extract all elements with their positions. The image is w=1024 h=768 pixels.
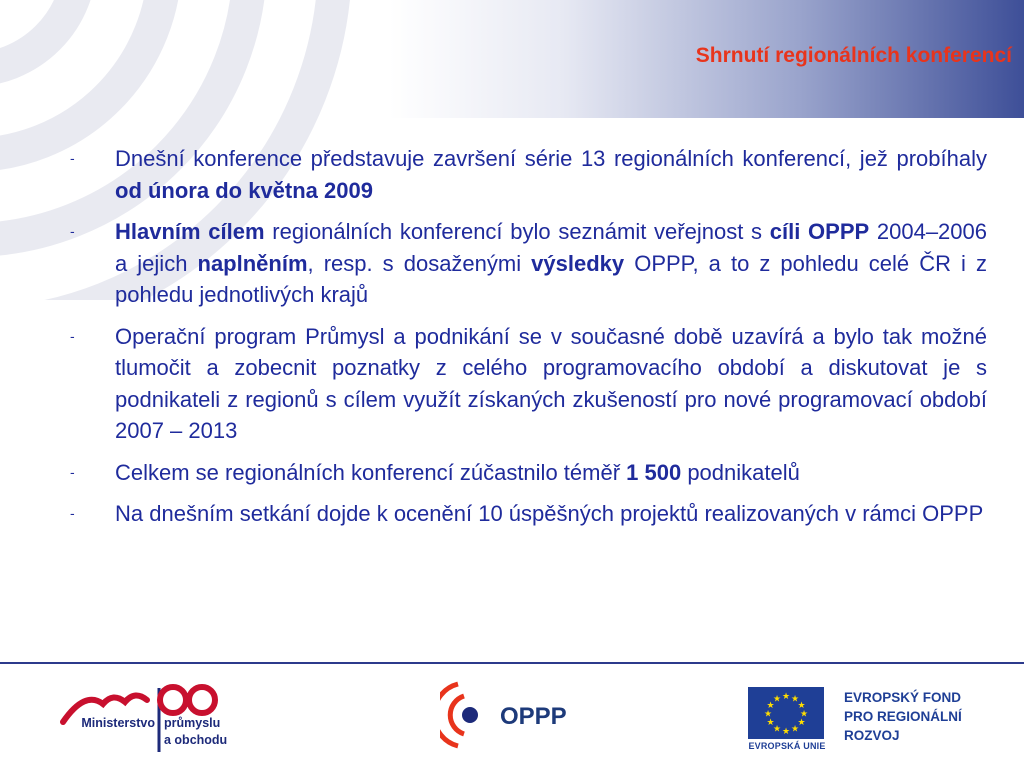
bullet-item (70, 143, 987, 206)
svg-text:★: ★ (766, 718, 775, 728)
text-segment-bold: od února do května 2009 (115, 177, 373, 203)
bullet-item (70, 457, 987, 489)
bullet-text (115, 460, 800, 485)
bullet-dash: - (70, 505, 75, 521)
text-segment: 2004–2006 a jejich (115, 219, 987, 276)
erdf-line2: PRO REGIONÁLNÍ (844, 709, 962, 724)
mpo-logo-o (189, 687, 215, 713)
ring-1 (0, 0, 80, 70)
text-segment-bold: 1 500 (626, 459, 682, 485)
mpo-logo (55, 682, 255, 762)
text-segment-bold: cíli OPPP (769, 219, 870, 244)
bullet-item (70, 321, 987, 447)
svg-text:★: ★ (781, 692, 791, 702)
svg-text:★: ★ (797, 701, 806, 711)
erdf-text (844, 688, 962, 745)
text-segment: podnikatelů (681, 459, 800, 485)
svg-text:★: ★ (797, 718, 806, 728)
svg-text:★: ★ (772, 694, 782, 705)
svg-text:★: ★ (799, 709, 809, 720)
text-segment: Na dnešním setkání dojde k ocenění 10 úspěšných projektů realizovaných v rámci OPPP (115, 501, 984, 526)
bullet-text (115, 219, 987, 307)
text-segment: OPPP, a to z pohledu celé ČR i z pohledu jednotlivých krajů (115, 250, 987, 307)
bullet-dash: - (70, 150, 75, 166)
bullet-item (70, 498, 987, 530)
erdf-line3: ROZVOJ (844, 728, 900, 743)
bullet-text (115, 146, 987, 203)
text-segment: Operační program Průmysl a podnikání se v současné době uzavírá a bylo tak možné tlumočit a zobecnit poznatky z celého programovacího období a diskutovat je s podnikateli z regionů s cílem využít získaných zkušeností pro nové programovací období 2007 – 2013 (115, 323, 987, 443)
oppp-logo-dot (462, 707, 478, 723)
svg-text:★: ★ (790, 724, 800, 735)
bullet-item (70, 216, 987, 311)
bullet-dash: - (70, 327, 75, 344)
text-segment: Dnešní konference představuje završení série 13 regionálních konferencí, jež probíhaly (115, 146, 987, 171)
bullet-dash: - (70, 463, 75, 480)
svg-text:★: ★ (772, 724, 782, 735)
svg-text:★: ★ (781, 727, 791, 737)
text-segment-bold: Hlavním cílem (115, 219, 265, 244)
ring-2 (0, 0, 165, 155)
mpo-logo-line1: Ministerstvo (81, 716, 155, 730)
text-segment-bold: výsledky (531, 250, 625, 276)
bullet-list (70, 143, 987, 540)
bullet-text (115, 324, 987, 444)
eu-stars-icon (748, 687, 824, 739)
mpo-logo-line3: a obchodu (164, 733, 228, 747)
text-segment: Celkem se regionálních konferencí zúčastnilo téměř (115, 459, 627, 485)
mpo-logo-line2: průmyslu (164, 716, 221, 730)
text-segment: regionálních konferencí bylo seznámit veřejnost s (264, 219, 770, 244)
bullet-text (115, 501, 983, 526)
text-segment-bold: naplněním (197, 250, 308, 276)
eu-flag-label: EVROPSKÁ UNIE (748, 741, 826, 751)
oppp-logo-arc-inner (450, 696, 464, 734)
svg-text:★: ★ (763, 709, 773, 720)
bullet-dash: - (70, 223, 75, 239)
svg-text:★: ★ (766, 701, 775, 711)
text-segment: , resp. s dosaženými (307, 250, 532, 276)
erdf-line1: EVROPSKÝ FOND (844, 690, 962, 705)
mpo-logo-p-bowl (160, 687, 186, 713)
svg-text:★: ★ (790, 694, 800, 705)
oppp-logo-label: OPPP (500, 703, 567, 730)
eu-flag (748, 687, 824, 739)
oppp-logo (440, 680, 600, 750)
slide-title: Shrnutí regionálních konferencí (695, 44, 1012, 67)
